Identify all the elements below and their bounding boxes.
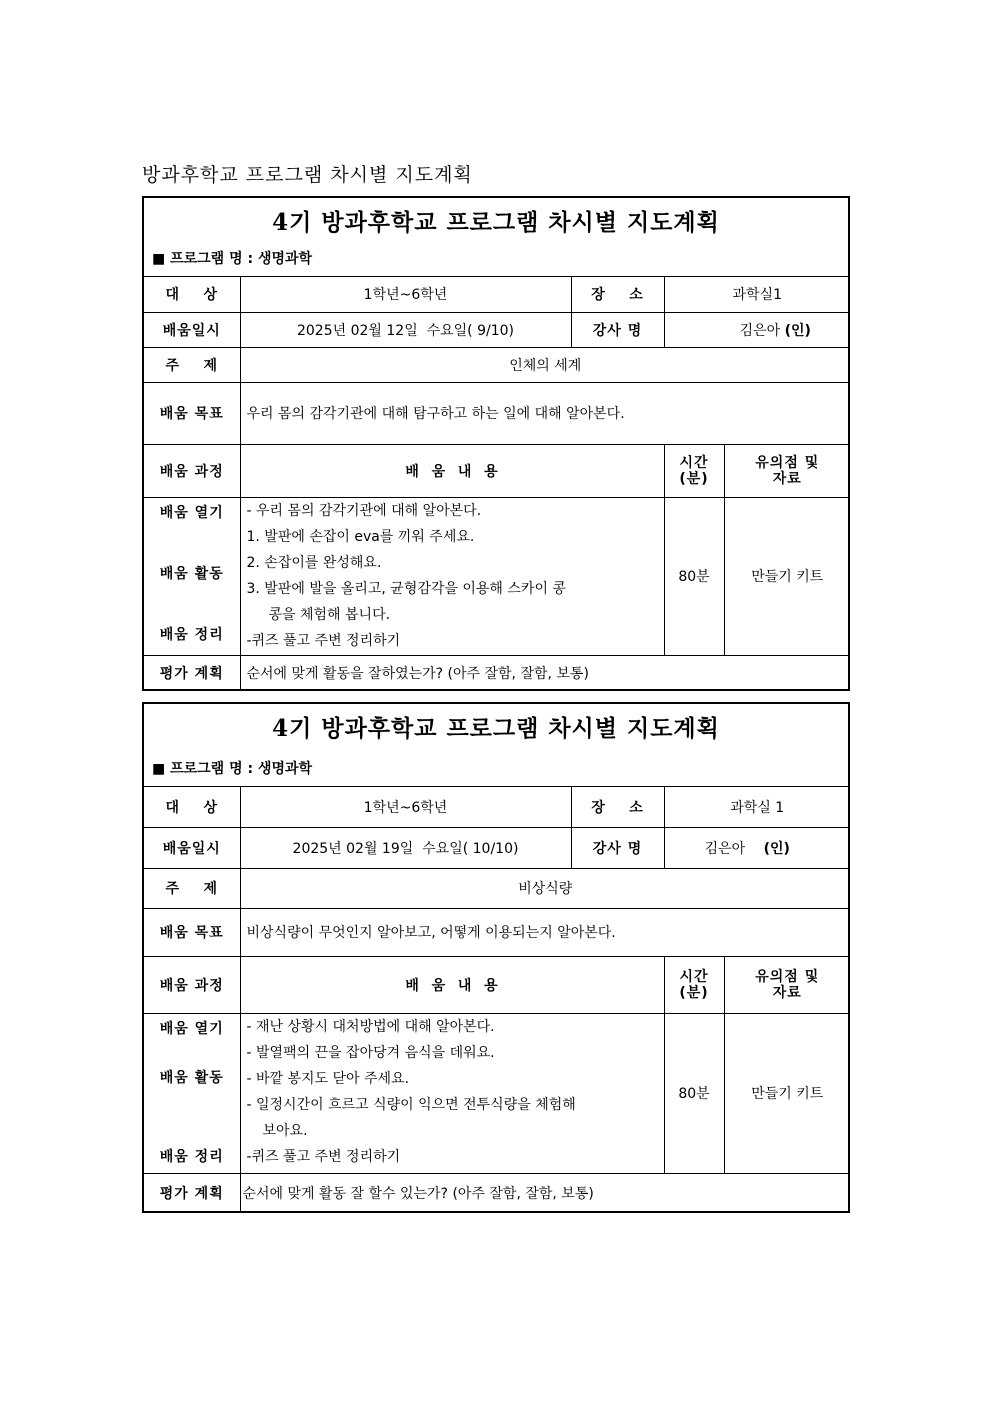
content-list xyxy=(240,1013,664,1173)
process-stages xyxy=(144,1013,240,1173)
topic-value: 인체의 세계 xyxy=(240,347,850,382)
content-line: -퀴즈 풀고 주변 정리하기 xyxy=(246,1148,401,1165)
target-label: 대 상 xyxy=(144,277,240,312)
plan-title: 4기 방과후학교 프로그램 차시별 지도계획 xyxy=(272,209,720,236)
stage-closing: 배움 정리 xyxy=(159,1148,224,1165)
content-line: 2. 손잡이를 완성해요. xyxy=(246,554,382,571)
teacher-cell xyxy=(664,827,850,868)
content-line: - 발열팩의 끈을 잡아당겨 음식을 데워요. xyxy=(246,1044,495,1061)
place-label: 장 소 xyxy=(571,277,664,312)
date-label: 배움일시 xyxy=(144,827,240,868)
teacher-cell xyxy=(664,312,850,347)
content-line: 3. 발판에 발을 올리고, 균형감각을 이용해 스카이 콩 xyxy=(246,580,566,597)
notes-header: 유의점 및 자료 xyxy=(724,956,850,1013)
content-line: -퀴즈 풀고 주변 정리하기 xyxy=(246,632,401,649)
content-header: 배 움 내 용 xyxy=(240,444,664,497)
content-line: 보아요. xyxy=(262,1122,308,1139)
evaluation-value: 순서에 맞게 활동 잘 할수 있는가? (아주 잘함, 잘함, 보통) xyxy=(240,1173,850,1213)
notes-value: 만들기 키트 xyxy=(724,1013,850,1173)
target-value: 1학년~6학년 xyxy=(240,277,571,312)
lesson-plan-2 xyxy=(142,702,850,1213)
process-label: 배움 과정 xyxy=(144,444,240,497)
goal-value: 비상식량이 무엇인지 알아보고, 어떻게 이용되는지 알아본다. xyxy=(240,908,850,956)
process-label: 배움 과정 xyxy=(144,956,240,1013)
content-list xyxy=(240,497,664,655)
process-stages xyxy=(144,497,240,655)
place-value: 과학실1 xyxy=(664,277,850,312)
content-line: - 일정시간이 흐르고 식량이 익으면 전투식량을 체험해 xyxy=(246,1096,576,1113)
evaluation-label: 평가 계획 xyxy=(144,1173,240,1213)
stage-opening: 배움 열기 xyxy=(159,1020,224,1037)
teacher-value: 김은아 xyxy=(739,322,781,339)
evaluation-value: 순서에 맞게 활동을 잘하였는가? (아주 잘함, 잘함, 보통) xyxy=(240,655,850,690)
plan-table xyxy=(144,277,850,690)
goal-label: 배움 목표 xyxy=(144,908,240,956)
stage-opening: 배움 열기 xyxy=(159,504,224,521)
program-name: ■ 프로그램 명 : 생명과학 xyxy=(152,761,313,777)
content-line: 콩을 체험해 봅니다. xyxy=(268,606,391,623)
stage-activity: 배움 활동 xyxy=(159,565,224,582)
goal-label: 배움 목표 xyxy=(144,382,240,444)
document-title: 방과후학교 프로그램 차시별 지도계획 xyxy=(142,164,473,186)
content-line: - 재난 상황시 대처방법에 대해 알아본다. xyxy=(246,1018,495,1035)
date-value: 2025년 02월 12일 수요일( 9/10) xyxy=(240,312,571,347)
content-line: 1. 발판에 손잡이 eva를 끼워 주세요. xyxy=(246,528,475,545)
topic-label: 주 제 xyxy=(144,868,240,908)
plan-title: 4기 방과후학교 프로그램 차시별 지도계획 xyxy=(272,715,720,742)
evaluation-label: 평가 계획 xyxy=(144,655,240,690)
place-value: 과학실 1 xyxy=(664,787,850,827)
date-label: 배움일시 xyxy=(144,312,240,347)
lesson-plan-1 xyxy=(142,196,850,691)
content-line: - 우리 몸의 감각기관에 대해 알아본다. xyxy=(246,502,482,519)
teacher-label: 강사 명 xyxy=(571,312,664,347)
plan-table xyxy=(144,787,850,1213)
seal-mark: (인) xyxy=(763,840,790,857)
seal-mark: (인) xyxy=(784,322,811,339)
teacher-label: 강사 명 xyxy=(571,827,664,868)
time-value: 80분 xyxy=(664,497,724,655)
program-name: ■ 프로그램 명 : 생명과학 xyxy=(152,251,313,267)
time-value: 80분 xyxy=(664,1013,724,1173)
notes-value: 만들기 키트 xyxy=(724,497,850,655)
content-header: 배 움 내 용 xyxy=(240,956,664,1013)
date-value: 2025년 02월 19일 수요일( 10/10) xyxy=(240,827,571,868)
notes-header: 유의점 및 자료 xyxy=(724,444,850,497)
stage-activity: 배움 활동 xyxy=(159,1069,224,1086)
topic-label: 주 제 xyxy=(144,347,240,382)
teacher-value: 김은아 xyxy=(704,840,746,857)
plan-header xyxy=(144,704,848,787)
content-line: - 바깥 봉지도 닫아 주세요. xyxy=(246,1070,410,1087)
target-label: 대 상 xyxy=(144,787,240,827)
place-label: 장 소 xyxy=(571,787,664,827)
time-header: 시간 (분) xyxy=(664,956,724,1013)
topic-value: 비상식량 xyxy=(240,868,850,908)
target-value: 1학년~6학년 xyxy=(240,787,571,827)
stage-closing: 배움 정리 xyxy=(159,626,224,643)
goal-value: 우리 몸의 감각기관에 대해 탐구하고 하는 일에 대해 알아본다. xyxy=(240,382,850,444)
time-header: 시간 (분) xyxy=(664,444,724,497)
plan-header xyxy=(144,198,848,277)
